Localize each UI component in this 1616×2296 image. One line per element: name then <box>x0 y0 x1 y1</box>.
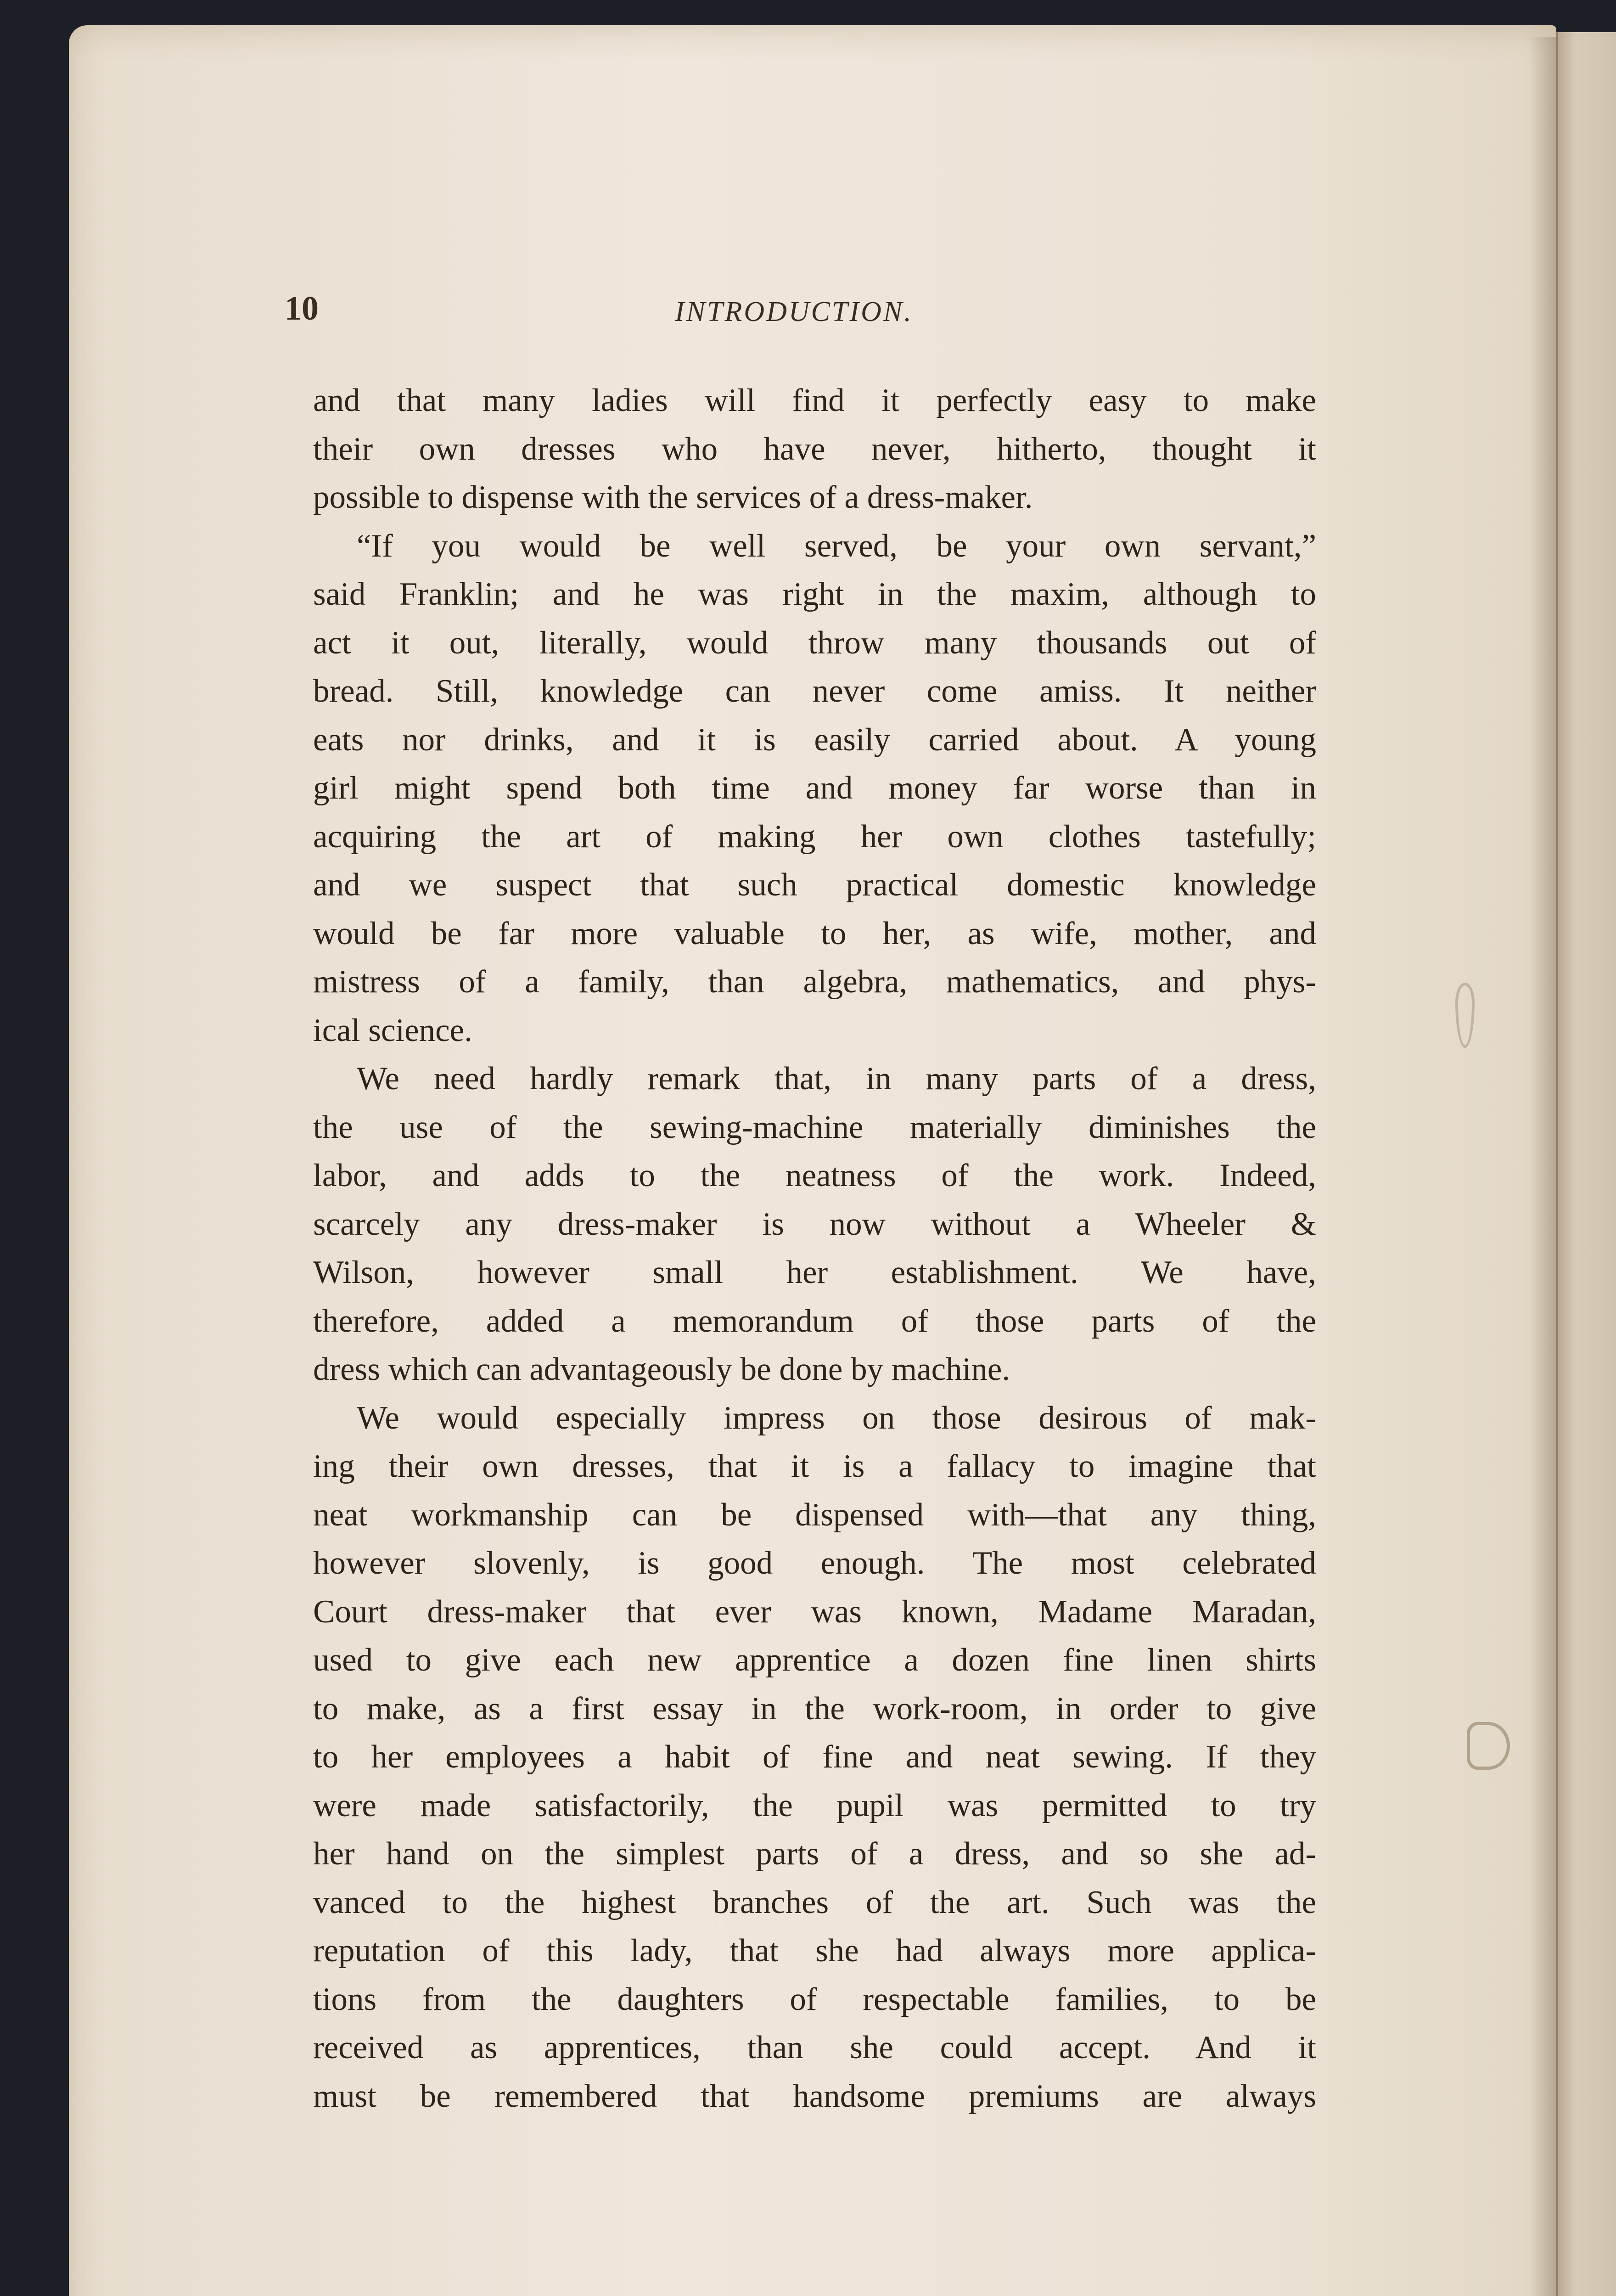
text-line: ical science. <box>313 1012 472 1048</box>
text-line: were made satisfactorily, the pupil was permitted to try <box>313 1787 1316 1823</box>
page-mark <box>1467 1722 1510 1770</box>
text-line: however slovenly, is good enough. The most celebrated <box>313 1545 1316 1581</box>
text-line: would be far more valuable to her, as wife, mother, and <box>313 915 1316 951</box>
text-line: labor, and adds to the neatness of the work. Indeed, <box>313 1158 1316 1193</box>
text-line: received as apprentices, than she could accept. And it <box>313 2030 1316 2065</box>
page-header <box>285 289 1331 340</box>
body-text <box>313 377 1316 2121</box>
text-line: the use of the sewing-machine materially diminishes the <box>313 1109 1316 1145</box>
text-line: therefore, added a memorandum of those parts of the <box>313 1303 1316 1339</box>
text-line: neat workmanship can be dispensed with—that any thing, <box>313 1497 1316 1533</box>
text-line: act it out, literally, would throw many thousands out of <box>313 625 1316 661</box>
text-line: scarcely any dress-maker is now without a Wheeler & <box>313 1206 1316 1242</box>
text-line: and that many ladies will find it perfectly easy to make <box>313 383 1316 418</box>
text-line: girl might spend both time and money far worse than in <box>313 770 1316 806</box>
text-line: said Franklin; and he was right in the maxim, although to <box>313 576 1316 612</box>
text-line: possible to dispense with the services of a dress-maker. <box>313 479 1033 515</box>
text-line: tions from the daughters of respectable families, to be <box>313 1981 1316 2017</box>
text-line: “If you would be well served, be your own servant,” <box>357 528 1316 564</box>
text-line: dress which can advantageously be done by machine. <box>313 1351 1010 1387</box>
text-line: bread. Still, knowledge can never come amiss. It neither <box>313 673 1316 709</box>
text-line: eats nor drinks, and it is easily carried about. A young <box>313 721 1316 758</box>
text-line: Court dress-maker that ever was known, Madame Maradan, <box>313 1593 1316 1630</box>
text-line: acquiring the art of making her own clothes tastefully; <box>313 818 1316 855</box>
text-line: ing their own dresses, that it is a fallacy to imagine that <box>313 1448 1316 1484</box>
text-line: their own dresses who have never, hitherto, thought it <box>313 431 1316 467</box>
text-line: reputation of this lady, that she had always more applica- <box>313 1933 1316 1969</box>
text-line: mistress of a family, than algebra, mathematics, and phys- <box>313 964 1316 1000</box>
page-gutter-shadow <box>1529 37 1556 2296</box>
text-line: Wilson, however small her establishment. We have, <box>313 1255 1316 1290</box>
running-head: INTRODUCTION. <box>675 296 913 327</box>
facing-page-edge <box>1556 32 1616 2296</box>
page-number: 10 <box>285 290 319 327</box>
text-line: to make, as a first essay in the work-room, in order to give <box>313 1690 1316 1727</box>
text-line: used to give each new apprentice a dozen fine linen shirts <box>313 1642 1316 1678</box>
text-line: We need hardly remark that, in many parts of a dress, <box>357 1061 1316 1097</box>
text-line: and we suspect that such practical domestic knowledge <box>313 867 1316 903</box>
text-line: must be remembered that handsome premiums are always <box>313 2078 1316 2114</box>
text-line: to her employees a habit of fine and neat sewing. If they <box>313 1739 1316 1775</box>
text-line: her hand on the simplest parts of a dress, and so she ad- <box>313 1836 1316 1872</box>
text-line: We would especially impress on those desirous of mak- <box>357 1400 1316 1436</box>
text-line: vanced to the highest branches of the art. Such was the <box>313 1884 1316 1920</box>
